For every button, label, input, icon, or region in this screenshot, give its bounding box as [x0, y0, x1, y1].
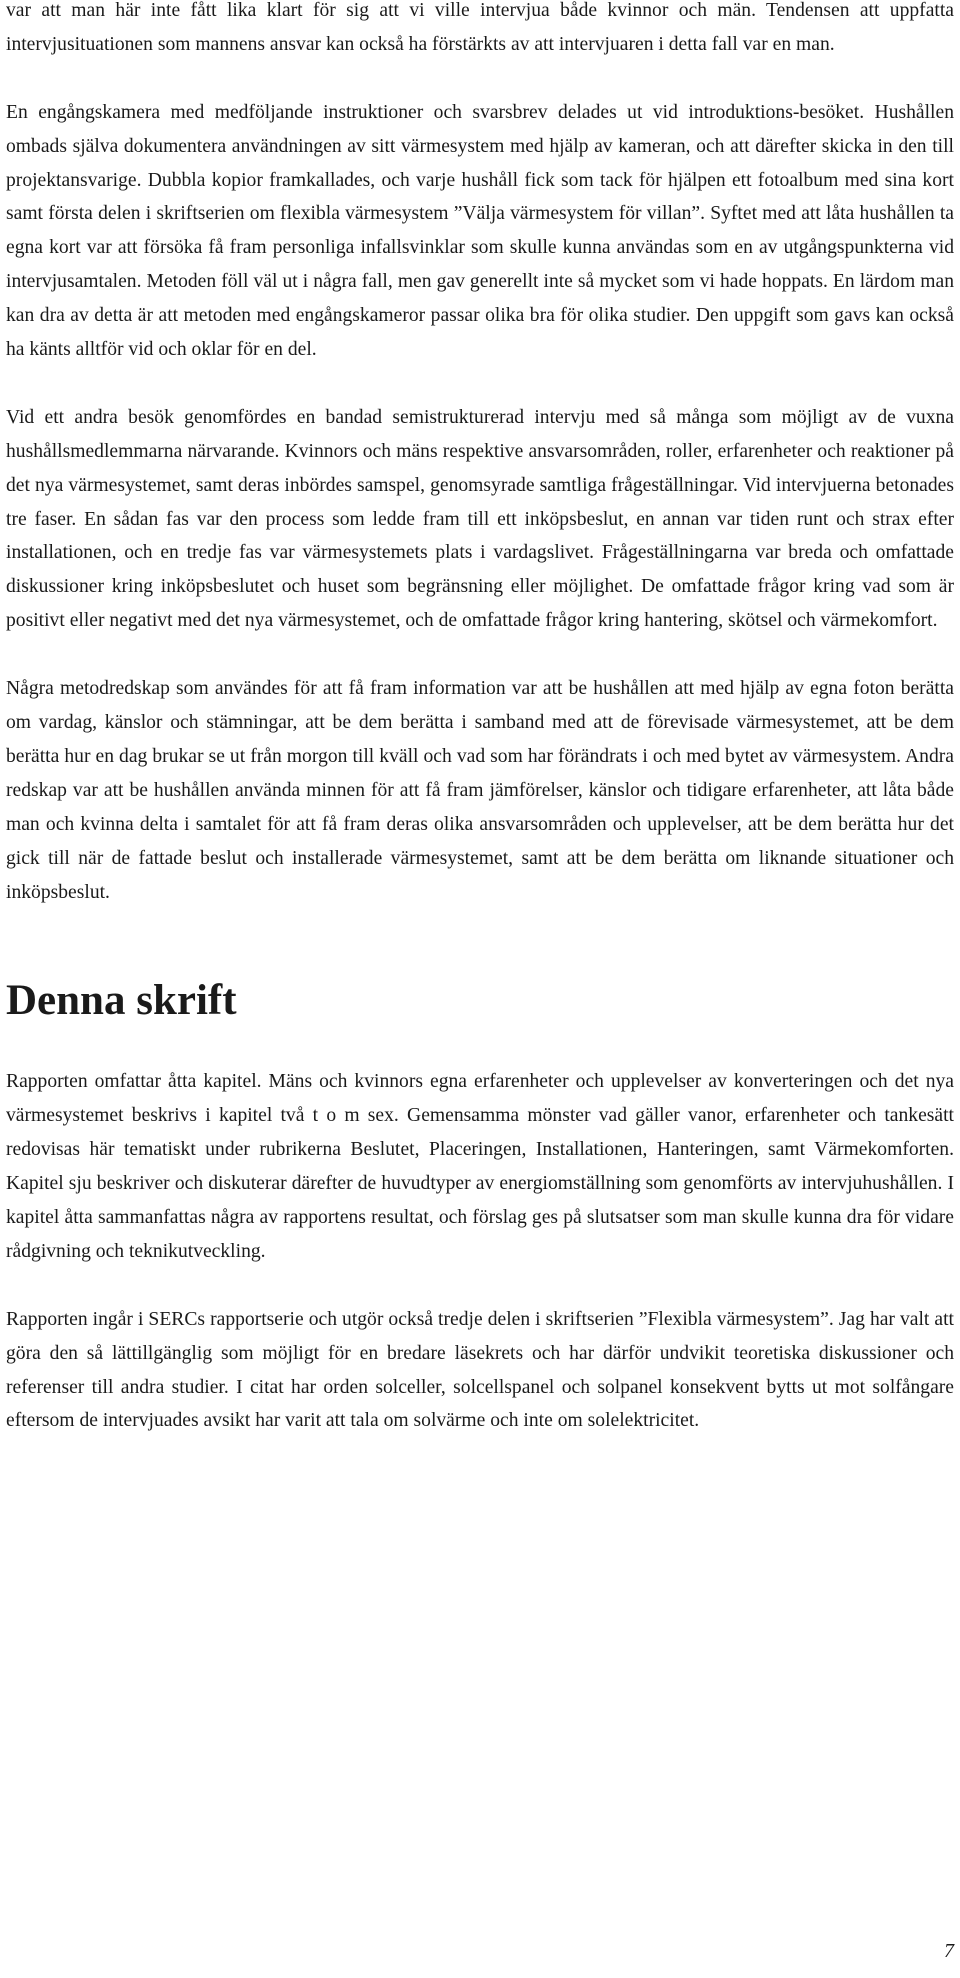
body-paragraph: Rapporten omfattar åtta kapitel. Mäns och kvinnors egna erfarenheter och upplevelser av konverteringen och det nya värmesystemet beskrivs i kapitel två t o m sex. Gemensamma mönster vad gäller vanor, erfarenheter och tankesätt redovisas här tematiskt under rubrikerna Beslutet, Placeringen, Installationen, Hanteringen, samt Värmekomforten. Kapitel sju beskriver och diskuterar därefter de huvudtyper av energiomställning som genomförts av intervjuhushållen. I kapitel åtta sammanfattas några av rapportens resultat, och förslag ges på slutsatser som man skulle kunna dra för vidare rådgivning och teknikutveckling.: [6, 1071, 954, 1262]
body-paragraph: var att man här inte fått lika klart för sig att vi ville intervjua både kvinnor och män. Tendensen att uppfatta intervjusituationen som mannens ansvar kan också ha förstärkts av att intervjuaren i detta fall var en man.: [6, 0, 954, 55]
body-paragraph: Rapporten ingår i SERCs rapportserie och utgör också tredje delen i skriftserien ”Flexibla värmesystem”. Jag har valt att göra den så lättillgänglig som möjligt för en bredare läsekrets och har därför undvikit teoretiska diskussioner och referenser till andra studier. I citat har orden solceller, solcellspanel och solpanel konsekvent bytts ut mot solfångare eftersom de intervjuades avsikt har varit att tala om solvärme och inte om solelektricitet.: [6, 1308, 954, 1432]
body-paragraph: Vid ett andra besök genomfördes en bandad semistrukturerad intervju med så många som möjligt av de vuxna hushållsmedlemmarna närvarande. Kvinnors och mäns respektive ansvarsområden, roller, erfarenheter och reaktioner på det nya värmesystemet, samt deras inbördes samspel, genomsyrade samtliga frågeställningar. Vid intervjuerna betonades tre faser. En sådan fas var den process som ledde fram till ett inköpsbeslut, en annan var tiden runt och strax efter installationen, och en tredje fas var värmesystemets plats i vardagslivet. Frågeställningarna var breda och omfattade diskussioner kring inköpsbeslutet och huset som begränsning eller möjlighet. De omfattade frågor kring vad som är positivt eller negativt med det nya värmesystemet, och de omfattade frågor kring hantering, skötsel och värmekomfort.: [6, 406, 954, 632]
section-heading: Denna skrift: [6, 977, 237, 1025]
body-paragraph: En engångskamera med medföljande instruktioner och svarsbrev delades ut vid introduktions-besöket. Hushållen ombads själva dokumentera användningen av sitt värmesystem med hjälp av kameran, och att därefter skicka in den till projektansvarige. Dubbla kopior framkallades, och varje hushåll fick som tack för hjälpen ett fotoalbum med sina kort samt första delen i skriftserien om flexibla värmesystem ”Välja värmesystem för villan”. Syftet med att låta hushållen ta egna kort var att försöka få fram personliga infallsvinklar som skulle kunna användas som en av utgångspunkterna vid intervjusamtalen. Metoden föll väl ut i några fall, men gav generellt inte så mycket som vi hade hoppats. En lärdom man kan dra av detta är att metoden med engångskameror passar olika bra för olika studier. Den uppgift som gavs kan också ha känts alltför vid och oklar för en del.: [6, 101, 954, 361]
body-paragraph: Några metodredskap som användes för att få fram information var att be hushållen att med hjälp av egna foton berätta om vardag, känslor och stämningar, att be dem berätta i samband med att de förevisade värmesystemet, att be dem berätta hur en dag brukar se ut från morgon till kväll och vad som har förändrats i och med bytet av värmesystem. Andra redskap var att be hushållen använda minnen för att få fram jämförelser, känslor och tidigare erfarenheter, att låta både man och kvinna delta i samtalet för att få fram deras olika ansvarsområden och upplevelser, att be dem berätta hur det gick till när de fattade beslut och installerade värmesystemet, samt att be dem berätta om liknande situationer och inköpsbeslut.: [6, 678, 954, 903]
page-number: 7: [944, 1940, 954, 1962]
document-page: [6, 0, 954, 1438]
